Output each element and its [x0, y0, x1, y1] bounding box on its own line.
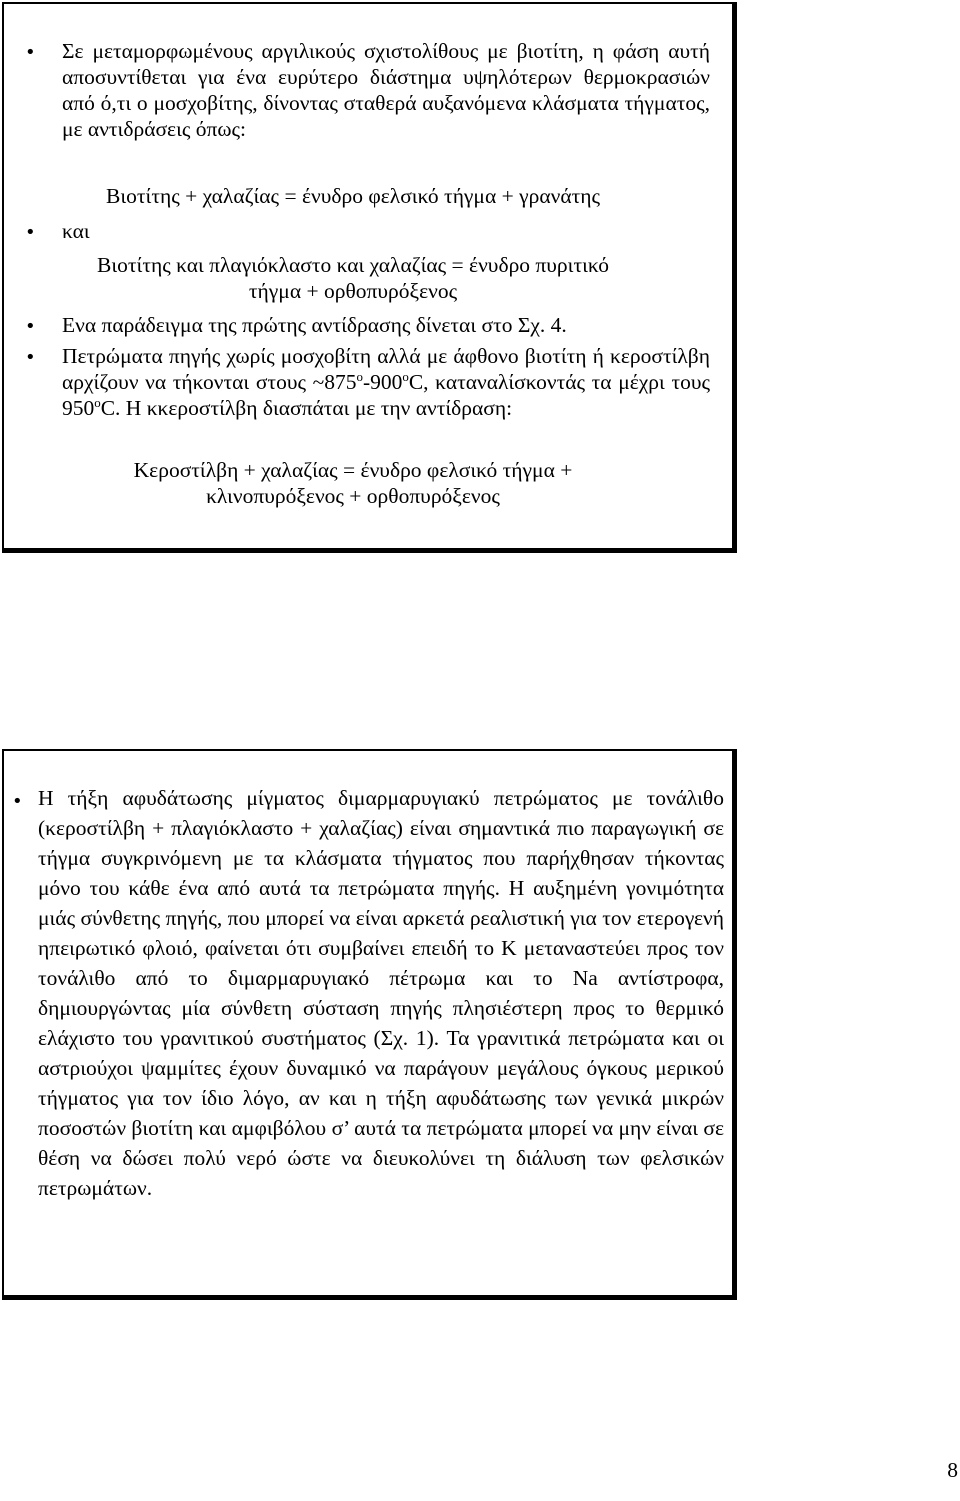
paragraph-biotite-melting: Σε μεταμορφωμένους αργιλικούς σχιστολίθους με βιοτίτη, η φάση αυτή αποσυντίθεται για ένα ευρύτερο διάστημα υψηλότερων θερμοκρασιών από ό,τι ο μοσχοβίτης, δίνοντας σταθερά αυξανόμενα κλάσματα τήγματος, με αντιδράσεις όπως:: [62, 39, 710, 141]
bullet-icon: •: [25, 222, 36, 243]
reaction-biotite-quartz: Βιοτίτης + χαλαζίας = ένυδρο φελσικό τήγμα + γρανάτης: [106, 184, 600, 208]
bullet-icon: •: [25, 347, 36, 368]
reaction-hornblende-line2: κλινοπυρόξενος + ορθοπυρόξενος: [206, 484, 500, 508]
bullet-icon: •: [25, 42, 36, 63]
paragraph-dehydration-melting: Η τήξη αφυδάτωσης μίγματος διμαρμαρυγιακύ πετρώματος με τονάλιθο (κεροστίλβη + πλαγιόκλαστο + χαλαζίας) είναι σημαντικά πιο παραγωγική σε τήγμα συγκρινόμενη με τα κλάσματα τήγματος που παρήχθησαν τήκοντας μόνο του κάθε ένα από αυτά τα πετρώματα πηγής. Η αυξημένη γονιμότητα μιάς σύνθετης πηγής, που μπορεί να είναι αρκετά ρεαλιστική για τον ετερογενή ηπειρωτικό φλοιό, φαίνεται ότι συμβαίνει επειδή το Κ μεταναστεύει προς τον τονάλιθο από το διμαρμαρυγιακό πέτρωμα και το Na αντίστροφα, δημιουργώντας μία σύνθετη σύσταση πηγής πλησιέστερη προς το θερμικό ελάχιστο του γρανιτικού συστήματος (Σχ. 1). Τα γρανιτικά πετρώματα και οι αστριούχοι ψαμμίτες έχουν δυναμικό να παράγουν μεγάλους όγκους μερικού τήγματος για τον ίδιο λόγο, αν και η τήξη αφυδάτωσης των γενικά μικρών ποσοστών βιοτίτη και αμφιβόλου σ’ αυτά τα πετρώματα μπορεί να μην είναι σε θέση να δώσει πολύ νερό ώστε να διευκολύνει τη διάλυση των φελσικών πετρωμάτων.: [38, 786, 724, 1200]
slide-top: [2, 2, 737, 553]
slide-bottom: [2, 749, 737, 1300]
reaction-biotite-plagioclase-line2: τήγμα + ορθοπυρόξενος: [248, 279, 458, 303]
bullet-icon: •: [25, 316, 36, 337]
bullet-icon: •: [12, 791, 23, 812]
paragraph-example: Ενα παράδειγμα της πρώτης αντίδρασης δίνεται στο Σχ. 4.: [62, 313, 567, 337]
reaction-hornblende-line1: Κεροστίλβη + χαλαζίας = ένυδρο φελσικό τήγμα +: [133, 458, 573, 482]
reaction-biotite-plagioclase-line1: Βιοτίτης και πλαγιόκλαστο και χαλαζίας = ένυδρο πυριτικό: [97, 253, 609, 277]
paragraph-source-rocks: Πετρώματα πηγής χωρίς μοσχοβίτη αλλά με άφθονο βιοτίτη ή κεροστίλβη αρχίζουν να τήκονται στους $\sim 875^o-900^oC$, καταναλίσκοντάς τα μέχρι τους $950^oC$. Η κκεροστίλβη διασπάται με την αντίδραση:: [62, 344, 710, 420]
paragraph-and: και: [62, 219, 90, 243]
page-number: 8: [947, 1458, 958, 1482]
